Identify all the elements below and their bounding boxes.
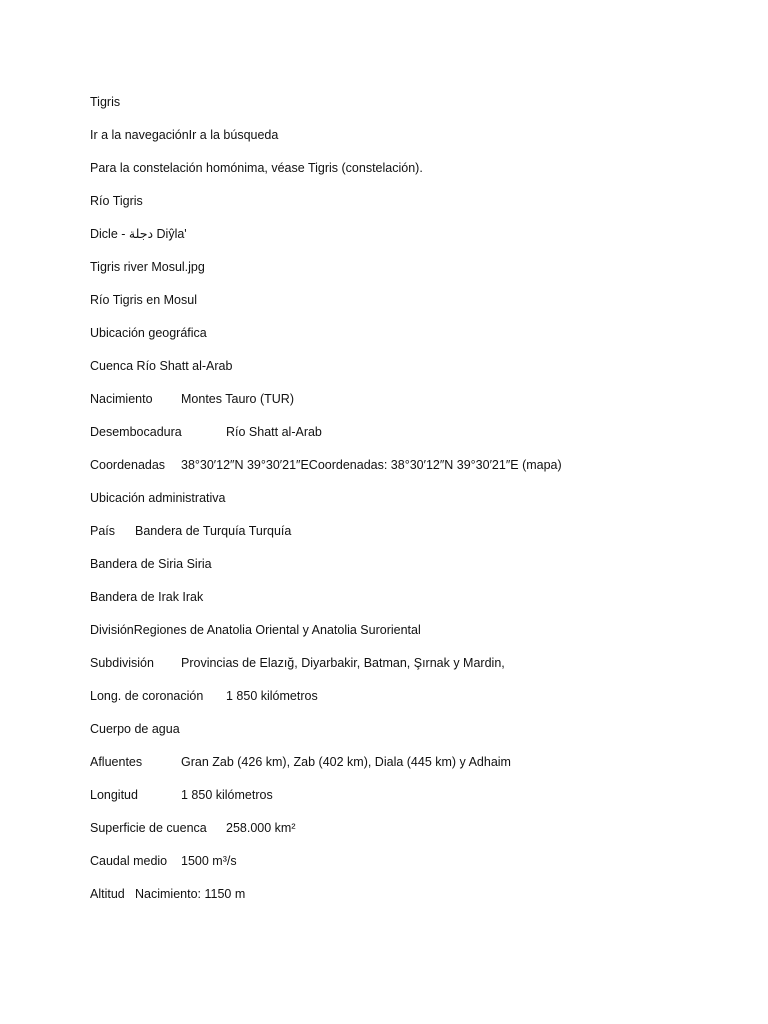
division-value: Regiones de Anatolia Oriental y Anatolia Suroriental xyxy=(133,623,421,637)
mean-flow-row xyxy=(90,853,237,869)
section-body-of-water: Cuerpo de agua xyxy=(90,722,180,736)
length-row xyxy=(90,787,273,803)
tributaries-label: Afluentes xyxy=(90,755,143,769)
section-administrative-location: Ubicación administrativa xyxy=(90,491,226,505)
section-geographic-location: Ubicación geográfica xyxy=(90,326,207,340)
country-syria: Bandera de Siria Siria xyxy=(90,557,212,571)
subdivision-row xyxy=(90,655,505,671)
length-label: Longitud xyxy=(90,788,138,802)
length-value: 1 850 kilómetros xyxy=(181,788,273,802)
subdivision-value: Provincias de Elazığ, Diyarbakir, Batman, Şırnak y Mardin, xyxy=(181,656,505,670)
division-label: División xyxy=(90,623,134,637)
source-row xyxy=(90,391,294,407)
country-value: Bandera de Turquía Turquía xyxy=(135,524,292,538)
crown-length-row xyxy=(90,688,318,704)
basin-row: Cuenca Río Shatt al-Arab xyxy=(90,359,233,373)
coordinates-label: Coordenadas xyxy=(90,458,166,472)
coordinates-value: 38°30′12″N 39°30′21″ECoordenadas: 38°30′12″N 39°30′21″E (mapa) xyxy=(181,458,562,472)
mouth-value: Río Shatt al-Arab xyxy=(226,425,322,439)
subdivision-label: Subdivisión xyxy=(90,656,154,670)
mean-flow-label: Caudal medio xyxy=(90,854,168,868)
crown-length-label: Long. de coronación xyxy=(90,689,204,703)
coordinates-row xyxy=(90,457,562,473)
tributaries-value: Gran Zab (426 km), Zab (402 km), Diala (445 km) y Adhaim xyxy=(181,755,511,769)
infobox-title: Río Tigris xyxy=(90,194,143,208)
country-row xyxy=(90,523,291,539)
country-iraq: Bandera de Irak Irak xyxy=(90,590,204,604)
basin-area-row xyxy=(90,820,295,836)
mouth-label: Desembocadura xyxy=(90,425,182,439)
tributaries-row xyxy=(90,754,511,770)
altitude-label: Altitud xyxy=(90,887,125,901)
altitude-row xyxy=(90,886,245,902)
division-row xyxy=(90,622,421,638)
basin-area-value: 258.000 km² xyxy=(226,821,296,835)
nav-skip-links: Ir a la navegaciónIr a la búsqueda xyxy=(90,128,279,142)
basin-area-label: Superficie de cuenca xyxy=(90,821,207,835)
source-label: Nacimiento xyxy=(90,392,153,406)
country-label: País xyxy=(90,524,116,538)
source-value: Montes Tauro (TUR) xyxy=(181,392,294,406)
crown-length-value: 1 850 kilómetros xyxy=(226,689,318,703)
native-names: Dicle - دجلة Diŷla' xyxy=(90,227,187,241)
disambiguation-note: Para la constelación homónima, véase Tigris (constelación). xyxy=(90,161,423,175)
doc-title: Tigris xyxy=(90,95,121,109)
altitude-value: Nacimiento: 1150 m xyxy=(135,887,246,901)
image-filename: Tigris river Mosul.jpg xyxy=(90,260,205,274)
mouth-row xyxy=(90,424,322,440)
image-caption: Río Tigris en Mosul xyxy=(90,293,197,307)
mean-flow-value: 1500 m³/s xyxy=(181,854,237,868)
